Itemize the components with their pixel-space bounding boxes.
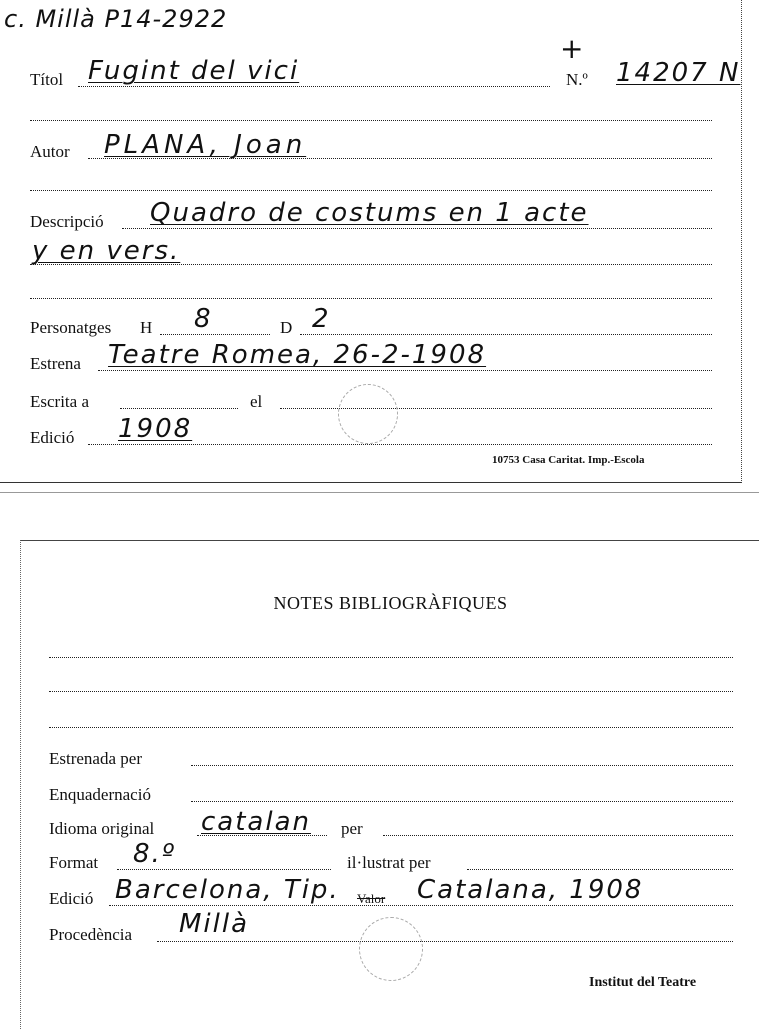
blank-line-2 <box>30 190 712 191</box>
edicio2-label: Edició <box>49 889 94 908</box>
descripcio-value-2: y en vers. <box>32 236 181 266</box>
idioma-label: Idioma original <box>49 819 155 838</box>
edicio2-line <box>109 905 733 906</box>
institution-imprint: Institut del Teatre <box>589 975 697 990</box>
edicio-label: Edició <box>30 428 75 447</box>
personatges-label: Personatges <box>30 318 112 337</box>
procedencia-line <box>157 941 733 942</box>
titol-value: Fugint del vici <box>88 56 300 86</box>
enquadernacio-label: Enquadernació <box>49 785 151 804</box>
titol-label: Títol <box>30 70 64 89</box>
printer-imprint: 10753 Casa Caritat. Imp.-Escola <box>492 454 645 466</box>
estrenada-line <box>191 765 733 766</box>
h-line <box>160 334 270 335</box>
idioma-value: catalan <box>201 807 311 837</box>
number-value: 14207 N <box>616 58 741 88</box>
autor-label: Autor <box>30 142 70 161</box>
d-value: 2 <box>312 304 331 334</box>
edicio-value: 1908 <box>118 414 193 444</box>
notes-line-2 <box>49 691 733 692</box>
card-separator <box>0 492 759 493</box>
edicio2-struck: Valor <box>357 891 386 906</box>
estrena-label: Estrena <box>30 354 81 373</box>
d-label: D <box>280 318 293 337</box>
estrenada-label: Estrenada per <box>49 749 142 768</box>
h-label: H <box>140 318 153 337</box>
per-line <box>383 835 733 836</box>
enquadernacio-line <box>191 801 733 802</box>
notes-heading: NOTES BIBLIOGRÀFIQUES <box>273 593 508 613</box>
cross-mark: + <box>560 32 586 65</box>
edicio2-value-part2: Catalana, 1908 <box>417 875 644 905</box>
d-line <box>300 334 712 335</box>
edicio2-value-part1: Barcelona, Tip. <box>115 875 340 905</box>
notes-line-3 <box>49 727 733 728</box>
autor-value: PLANA, Joan <box>104 130 307 160</box>
estrena-value: Teatre Romea, 26-2-1908 <box>108 340 487 370</box>
catalog-card-front <box>0 0 742 483</box>
escrita-line <box>120 408 238 409</box>
format-value: 8.º <box>133 839 177 869</box>
notes-line-1 <box>49 657 733 658</box>
blank-line-1 <box>30 120 712 121</box>
escrita-label: Escrita a <box>30 392 89 411</box>
titol-line <box>78 86 550 87</box>
procedencia-label: Procedència <box>49 925 133 944</box>
format-line <box>117 869 331 870</box>
illustrat-line <box>467 869 733 870</box>
illustrat-label: il·lustrat per <box>347 853 431 872</box>
punch-hole <box>338 384 398 444</box>
procedencia-value: Millà <box>179 909 250 939</box>
el-label: el <box>250 392 263 411</box>
number-label: N.º <box>566 70 588 89</box>
h-value: 8 <box>194 304 213 334</box>
descripcio-line-1 <box>122 228 712 229</box>
format-label: Format <box>49 853 99 872</box>
per-label: per <box>341 819 363 838</box>
descripcio-value-1: Quadro de costums en 1 acte <box>150 198 589 228</box>
call-number: c. Millà P14-2922 <box>4 5 228 33</box>
catalog-card-back <box>20 540 759 1029</box>
estrena-line <box>98 370 712 371</box>
edicio-line <box>88 444 712 445</box>
punch-hole <box>359 917 423 981</box>
blank-line-3 <box>30 298 712 299</box>
descripcio-label: Descripció <box>30 212 104 231</box>
